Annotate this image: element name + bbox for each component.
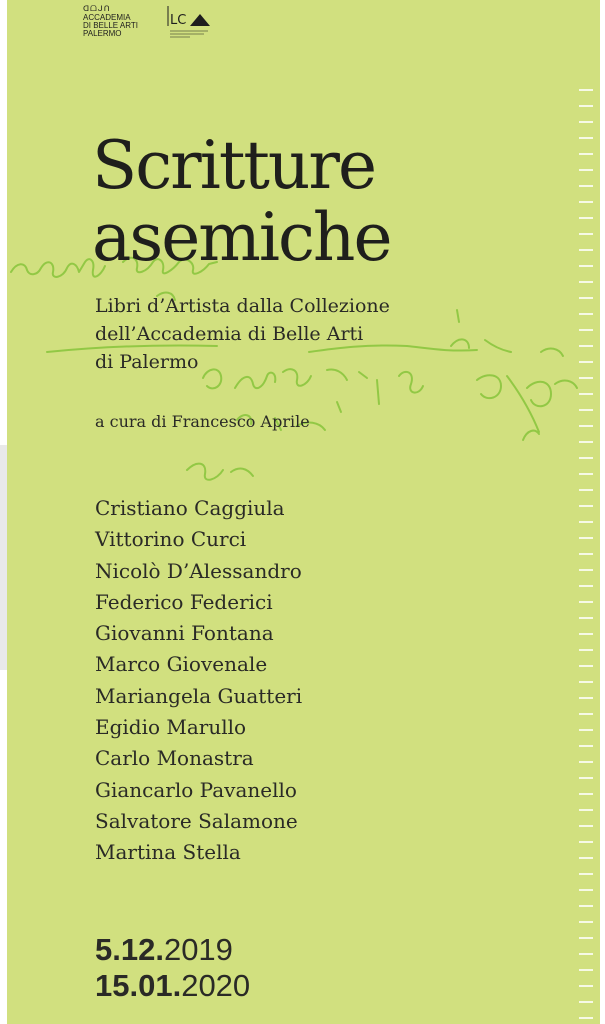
artist-name: Egidio Marullo	[95, 715, 247, 740]
subtitle-line-2: dell’Accademia di Belle Arti	[95, 323, 364, 345]
lc-logo	[162, 4, 222, 40]
title-line-2: asemiche	[92, 199, 391, 276]
academy-logo	[83, 4, 173, 40]
title-line-1: Scritture	[92, 127, 375, 204]
artist-name: Salvatore Salamone	[95, 808, 298, 833]
artist-name: Mariangela Guatteri	[95, 683, 303, 708]
start-date	[95, 932, 250, 968]
academy-logo-line-3: PALERMO	[83, 29, 122, 38]
end-date-year: 2020	[181, 968, 251, 1003]
page-edge-right	[600, 0, 605, 1024]
artist-name: Giovanni Fontana	[95, 621, 274, 646]
end-date	[95, 968, 250, 1004]
artist-name: Marco Giovenale	[95, 652, 268, 677]
lc-logo-icon	[162, 4, 222, 40]
lc-logo-text: LC	[170, 13, 187, 28]
artist-name: Carlo Monastra	[95, 746, 254, 771]
academy-logo-line-2: DI BELLE ARTI	[83, 21, 138, 30]
exhibition-subtitle	[95, 292, 390, 376]
academy-logo-mark: ᗡᗝᒍᑎ	[83, 4, 111, 13]
subtitle-line-3: di Palermo	[95, 351, 199, 373]
artist-name: Federico Federici	[95, 589, 273, 614]
artist-name: Nicolò D’Alessandro	[95, 558, 302, 583]
artist-name: Martina Stella	[95, 840, 241, 865]
exhibition-poster	[7, 0, 600, 1024]
start-date-year: 2019	[163, 932, 233, 967]
academy-logo-line-1: ACCADEMIA	[83, 13, 131, 22]
curator-credit: a cura di Francesco Aprile	[95, 412, 310, 431]
exhibition-dates	[95, 932, 250, 1004]
end-date-day-month: 15.01.	[95, 968, 182, 1003]
artist-list	[95, 493, 302, 869]
artist-name: Vittorino Curci	[95, 527, 247, 552]
exhibition-title	[92, 127, 391, 276]
subtitle-line-1: Libri d’Artista dalla Collezione	[95, 295, 390, 317]
artist-name: Cristiano Caggiula	[95, 496, 285, 520]
artist-name: Giancarlo Pavanello	[95, 777, 297, 802]
start-date-day-month: 5.12.	[95, 932, 164, 967]
